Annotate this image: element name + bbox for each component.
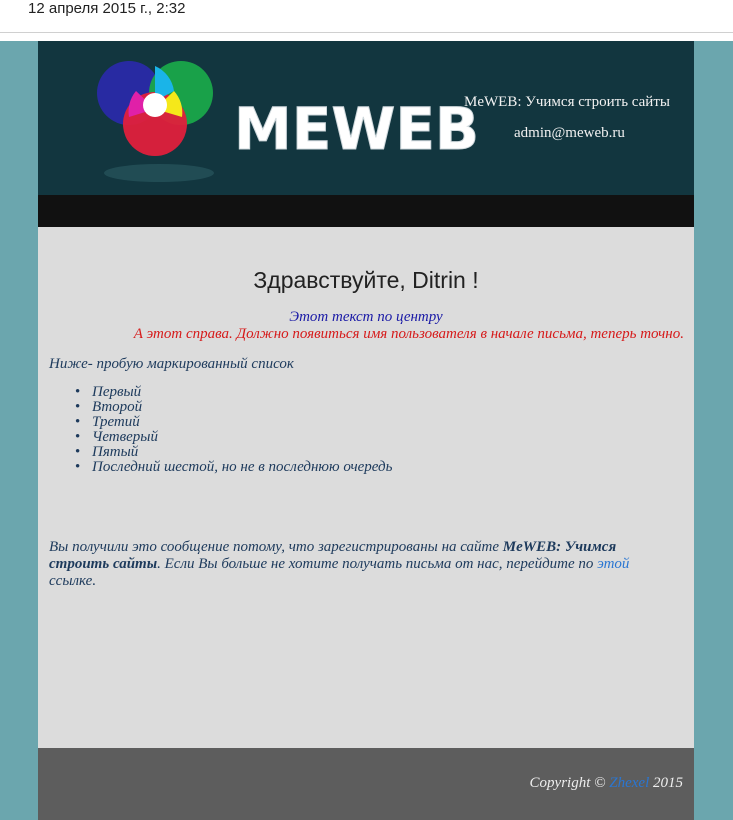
unsubscribe-note: [49, 539, 669, 590]
logo-text: MEWEB: [234, 95, 480, 163]
email-card: [38, 41, 694, 820]
note-suffix: ссылке.: [49, 573, 97, 589]
list-item: • Пятый: [92, 445, 392, 460]
list-item: • Четверый: [92, 430, 392, 445]
site-email[interactable]: admin@meweb.ru: [514, 125, 625, 141]
copyright: [530, 775, 683, 792]
meweb-logo: [84, 51, 480, 191]
note-prefix: Вы получили это сообщение потому, что зарегистрированы на сайте: [49, 539, 503, 555]
unsubscribe-link[interactable]: этой: [597, 556, 630, 572]
email-background: [0, 41, 733, 820]
email-header: [38, 41, 694, 195]
list-item: • Второй: [92, 400, 392, 415]
center-text: Этот текст по центру: [289, 309, 443, 325]
email-footer: [38, 748, 694, 820]
list-item: • Последний шестой, но не в последнюю очередь: [92, 460, 392, 475]
note-site-name: MeWEB: Учимся строить сайты: [49, 539, 617, 572]
nav-bar: [38, 195, 694, 227]
bullet-list: [92, 385, 392, 475]
greeting-heading: Здравствуйте, Ditrin !: [253, 267, 479, 293]
right-text: А этот справа. Должно появиться имя пользователя в начале письма, теперь точно.: [133, 326, 684, 342]
list-item: • Третий: [92, 415, 392, 430]
list-item: • Первый: [92, 385, 392, 400]
copyright-year: 2015: [649, 775, 683, 791]
note-mid: . Если Вы больше не хотите получать письма от нас, перейдите по: [157, 556, 598, 572]
copyright-link[interactable]: Zhexel: [609, 775, 650, 791]
list-intro: Ниже- пробую маркированный список: [49, 356, 294, 372]
divider: [0, 32, 733, 33]
copyright-prefix: Copyright ©: [529, 775, 610, 791]
site-tagline: MeWEB: Учимся строить сайты: [464, 94, 670, 110]
email-date: 12 апреля 2015 г., 2:32: [28, 0, 186, 17]
